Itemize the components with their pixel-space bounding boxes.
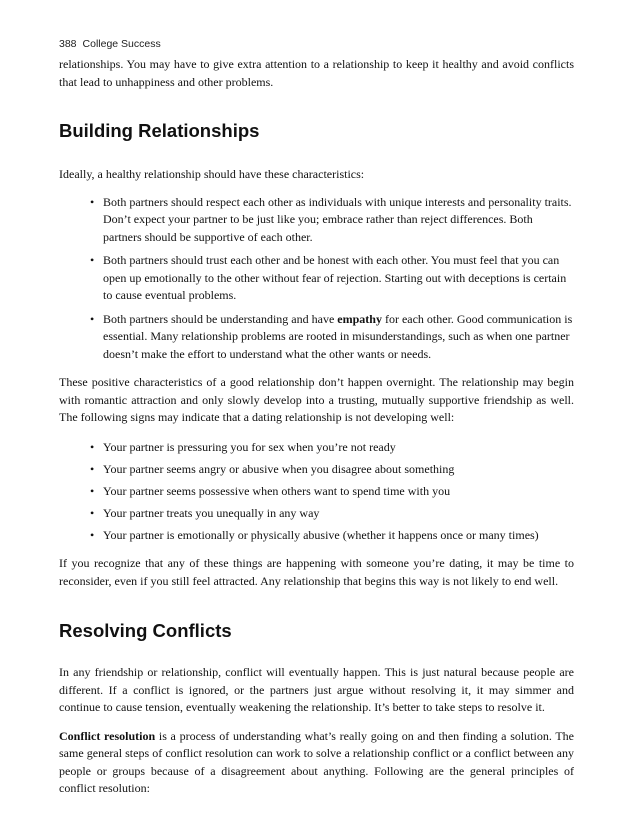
bullet-icon: • — [90, 253, 95, 267]
heading-resolving-conflicts: Resolving Conflicts — [59, 620, 232, 641]
page-content — [59, 56, 574, 798]
characteristics-list — [59, 194, 574, 364]
book-title: College Success — [82, 38, 161, 50]
bullet-icon: • — [90, 527, 95, 542]
bullet-icon: • — [90, 505, 95, 520]
page-number: 388 — [59, 38, 77, 50]
bullet-icon: • — [90, 194, 95, 209]
list-item-text: Your partner treats you unequally in any way — [103, 505, 320, 520]
bullet-icon: • — [90, 439, 95, 454]
term-conflict-resolution: Conflict resolution — [59, 728, 156, 743]
positive-characteristics-paragraph: These positive characteristics of a good relationship don’t happen overnight. The relationship may begin with romantic attraction and only slowly develop into a trusting, mutually supportive friendship as well. The following signs may indicate that a dating relationship is not developing well: — [59, 375, 574, 424]
list-item-text: Your partner seems possessive when others want to spend time with you — [103, 483, 451, 498]
term-empathy: empathy — [337, 311, 382, 326]
list-item — [90, 527, 574, 545]
bullet-icon: • — [90, 461, 95, 476]
reconsider-paragraph: If you recognize that any of these things are happening with someone you’re dating, it may be time to reconsider, even if you still feel attracted. Any relationship that begins this way is not likely to end well. — [59, 556, 574, 588]
list-item-text-after: for each other. Good communication is essential. Many relationship problems are rooted in misunderstandings, such as when one partner doesn’t make the effort to understand what the other wants or needs. — [103, 311, 573, 361]
list-item — [90, 252, 574, 305]
warning-signs-list — [59, 439, 574, 545]
intro-paragraph: relationships. You may have to give extra attention to a relationship to keep it healthy and avoid conflicts that lead to unhappiness and other problems. — [59, 57, 574, 89]
bullet-icon: • — [90, 483, 95, 498]
conflict-paragraph: In any friendship or relationship, conflict will eventually happen. This is just natural because people are different. If a conflict is ignored, or the partners just argue without resolving it, it may simmer and continue to cause tension, eventually weakening the relationship. It’s better to take steps to resolve it. — [59, 665, 574, 714]
list-item — [90, 483, 574, 501]
list-item — [90, 505, 574, 523]
running-header — [59, 38, 161, 50]
list-item — [90, 461, 574, 479]
list-item-text: Your partner seems angry or abusive when you disagree about something — [103, 461, 455, 476]
list-item-text: Your partner is emotionally or physically abusive (whether it happens once or many times) — [103, 527, 539, 542]
bullet-icon: • — [90, 311, 95, 326]
list-item-text: Both partners should respect each other as individuals with unique interests and personality traits. Don’t expect your partner to be just like you; embrace rather than reject differences. Both partners should be supportive of each other. — [103, 194, 572, 244]
list-item — [90, 439, 574, 457]
characteristics-lead: Ideally, a healthy relationship should have these characteristics: — [59, 167, 365, 181]
list-item — [90, 311, 574, 364]
list-item-text: Both partners should trust each other and be honest with each other. You must feel that you can open up emotionally to the other without fear of rejection. Starting out with deceptions is certain to cause eventual problems. — [103, 253, 567, 302]
conflict-resolution-paragraph — [59, 728, 574, 798]
list-item — [90, 194, 574, 247]
conflict-resolution-text: is a process of understanding what’s really going on and then finding a solution. The same general steps of conflict resolution can work to solve a relationship conflict or a conflict between any people or groups because of a disagreement about anything. Following are the general principles of conflict resolution: — [59, 728, 574, 795]
heading-building-relationships: Building Relationships — [59, 120, 260, 141]
list-item-text-before: Both partners should be understanding and have — [103, 311, 338, 326]
list-item-text: Your partner is pressuring you for sex when you’re not ready — [103, 439, 396, 454]
